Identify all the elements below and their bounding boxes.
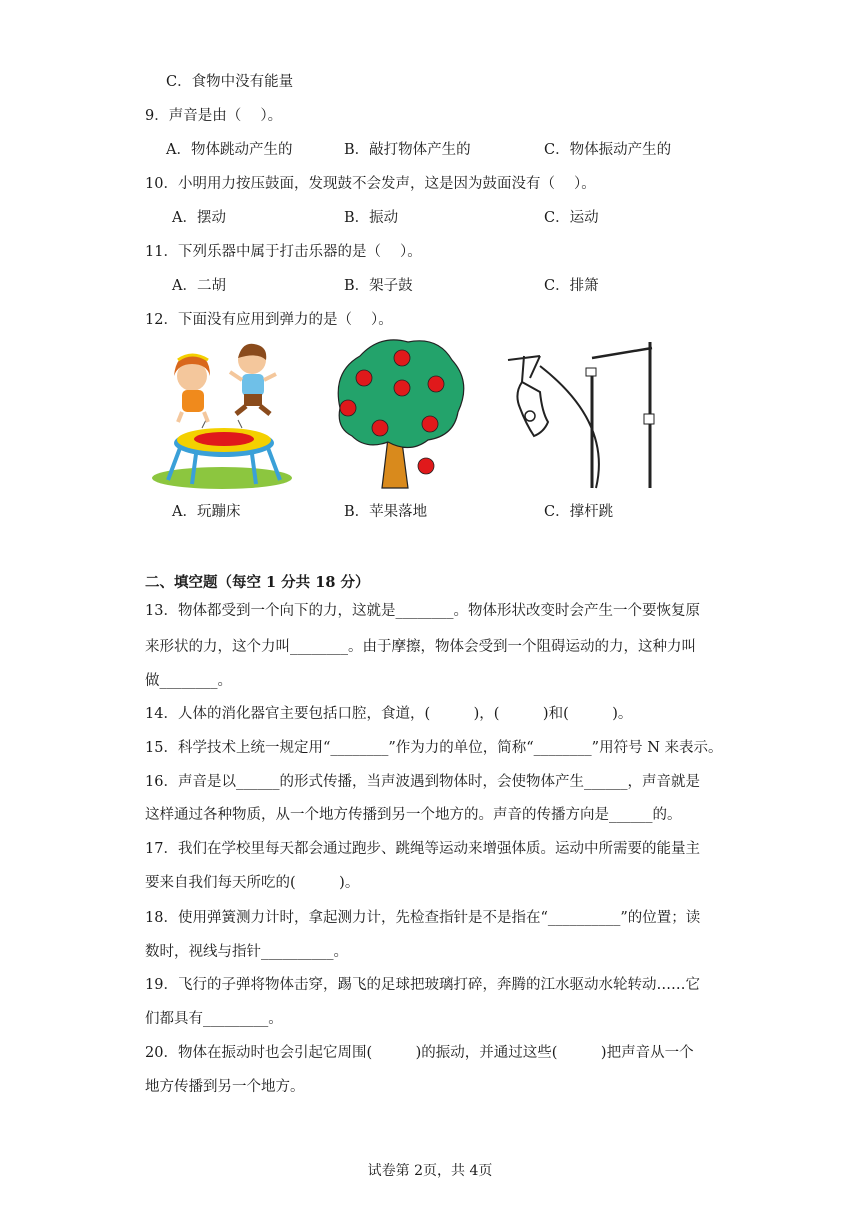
- question-18-line1: 18．使用弹簧测力计时，拿起测力计，先检查指针是不是指在“__________”的位置；读: [145, 910, 701, 926]
- apple-tree-illustration: [330, 338, 466, 490]
- option-12c: C．撑杆跳: [544, 504, 614, 520]
- question-13-line2: 来形状的力，这个力叫________。由于摩擦，物体会受到一个阻碍运动的力，这种力叫: [145, 639, 696, 655]
- option-11a: A．二胡: [172, 278, 226, 294]
- question-20-line1: 20．物体在振动时也会引起它周围( )的振动，并通过这些( )把声音从一个: [145, 1045, 694, 1061]
- question-16-line1: 16．声音是以______的形式传播，当声波遇到物体时，会使物体产生______，声音就是: [145, 774, 700, 790]
- option-10a: A．摆动: [172, 210, 226, 226]
- option-12a: A．玩蹦床: [172, 504, 241, 520]
- option-9a: A．物体跳动产生的: [166, 142, 293, 158]
- question-12: 12．下面没有应用到弹力的是（ ）。: [145, 312, 393, 328]
- page-footer: 试卷第 2页，共 4页: [367, 1163, 493, 1179]
- option-9b: B．敲打物体产生的: [344, 142, 471, 158]
- pole-vault-illustration: [500, 338, 656, 490]
- question-17-line2: 要来自我们每天所吃的( )。: [145, 875, 360, 891]
- question-14: 14．人体的消化器官主要包括口腔，食道，( )，( )和( )。: [145, 706, 633, 722]
- option-10c: C．运动: [544, 210, 599, 226]
- question-13-line1: 13．物体都受到一个向下的力，这就是________。物体形状改变时会产生一个要恢复原: [145, 603, 700, 619]
- question-20-line2: 地方传播到另一个地方。: [145, 1079, 305, 1095]
- question-11: 11．下列乐器中属于打击乐器的是（ ）。: [145, 244, 422, 260]
- question-18-line2: 数时，视线与指针__________。: [145, 944, 348, 960]
- question-10: 10．小明用力按压鼓面，发现鼓不会发声，这是因为鼓面没有（ ）。: [145, 176, 596, 192]
- option-11c: C．排箫: [544, 278, 599, 294]
- question-15: 15．科学技术上统一规定用“________”作为力的单位，简称“________”用符号 N 来表示。: [145, 740, 723, 756]
- option-12b: B．苹果落地: [344, 504, 428, 520]
- question-19-line2: 们都具有_________。: [145, 1011, 283, 1027]
- option-9c: C．物体振动产生的: [544, 142, 672, 158]
- option-10b: B．振动: [344, 210, 399, 226]
- section-2-title: 二、填空题（每空 1 分共 18 分）: [145, 574, 370, 591]
- question-13-line3: 做________。: [145, 673, 232, 689]
- trampoline-illustration: [152, 338, 302, 490]
- option-11b: B．架子鼓: [344, 278, 413, 294]
- question-16-line2: 这样通过各种物质，从一个地方传播到另一个地方的。声音的传播方向是______的。: [145, 807, 682, 823]
- option-8c: C．食物中没有能量: [166, 74, 294, 90]
- question-17-line1: 17．我们在学校里每天都会通过跑步、跳绳等运动来增强体质。运动中所需要的能量主: [145, 841, 700, 857]
- question-9: 9．声音是由（ ）。: [145, 108, 283, 124]
- question-19-line1: 19．飞行的子弹将物体击穿，踢飞的足球把玻璃打碎，奔腾的江水驱动水轮转动……它: [145, 977, 700, 993]
